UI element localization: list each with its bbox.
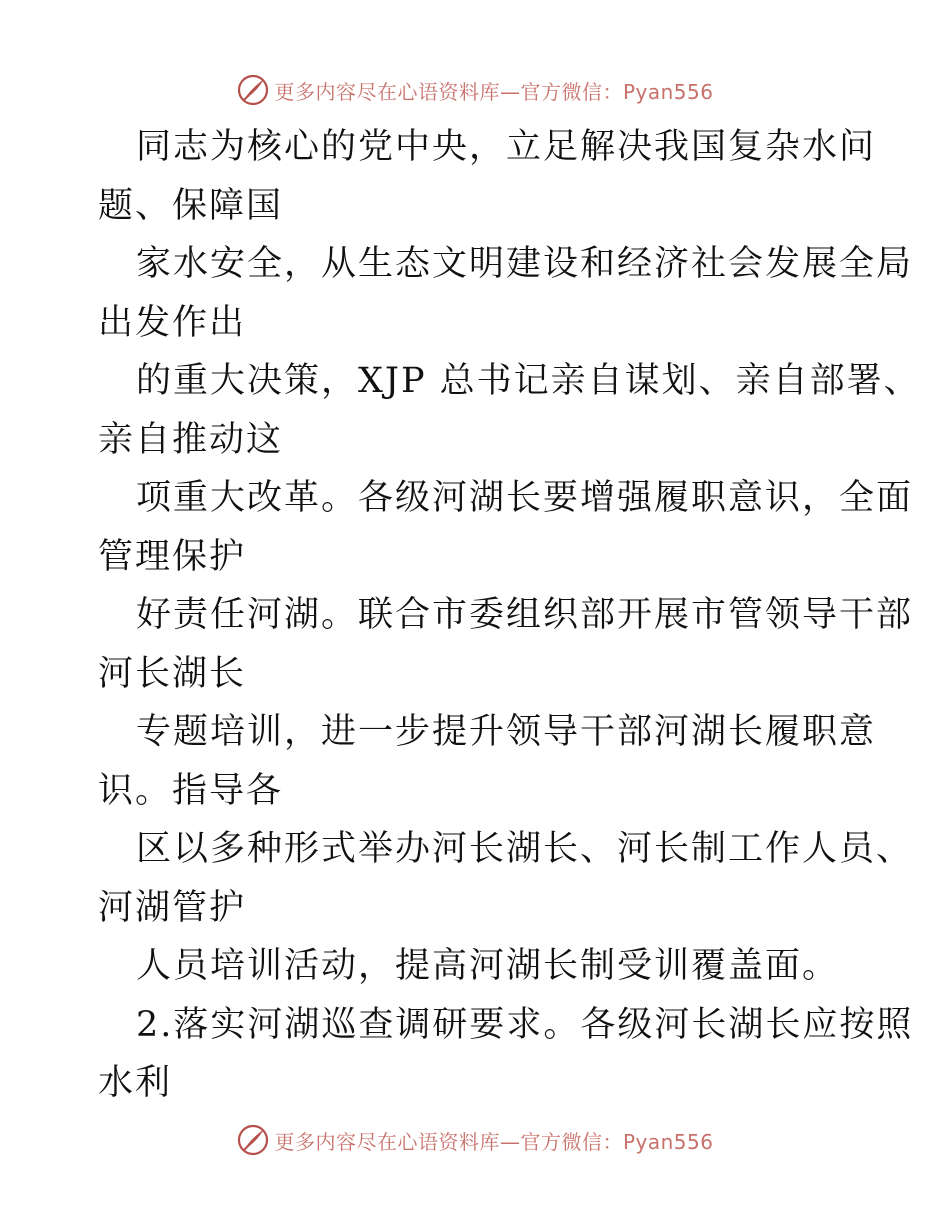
body-line-3: 家水安全，从生态文明建设和经济社会发展全局 bbox=[136, 244, 914, 284]
body-line-17: 水利 bbox=[98, 1063, 173, 1103]
body-line-7: 项重大改革。各级河湖长要增强履职意识，全面 bbox=[136, 478, 914, 518]
footer-watermark bbox=[0, 1120, 950, 1160]
body-line-8: 管理保护 bbox=[98, 536, 247, 577]
body-line-1: 同志为核心的党中央，立足解决我国复杂水问 bbox=[136, 127, 877, 167]
quill-logo-icon bbox=[236, 73, 270, 107]
body-line-14: 河湖管护 bbox=[98, 887, 247, 928]
body-line-9: 好责任河湖。联合市委组织部开展市管领导干部 bbox=[136, 595, 914, 635]
body-line-10: 河长湖长 bbox=[98, 653, 247, 694]
body-line-13: 区以多种形式举办河长湖长、河长制工作人员、 bbox=[136, 829, 914, 869]
body-line-2: 题、保障国 bbox=[98, 185, 284, 226]
body-line-4: 出发作出 bbox=[98, 302, 247, 343]
quill-logo-icon bbox=[236, 1123, 270, 1157]
body-line-16: 2.落实河湖巡查调研要求。各级河长湖长应按照 bbox=[136, 1004, 914, 1045]
header-watermark-text: 更多内容尽在心语资料库—官方微信：Pyan556 bbox=[274, 79, 714, 104]
header-watermark bbox=[0, 70, 950, 110]
body-line-12: 识。指导各 bbox=[98, 770, 284, 811]
document-body bbox=[98, 118, 921, 1113]
footer-watermark-text: 更多内容尽在心语资料库—官方微信：Pyan556 bbox=[274, 1129, 714, 1154]
body-line-15: 人员培训活动，提高河湖长制受训覆盖面。 bbox=[136, 946, 840, 986]
body-line-5: 的重大决策，XJP 总书记亲自谋划、亲自部署、 bbox=[136, 361, 921, 401]
body-line-11: 专题培训，进一步提升领导干部河湖长履职意 bbox=[136, 712, 877, 752]
body-line-6: 亲自推动这 bbox=[98, 419, 284, 460]
